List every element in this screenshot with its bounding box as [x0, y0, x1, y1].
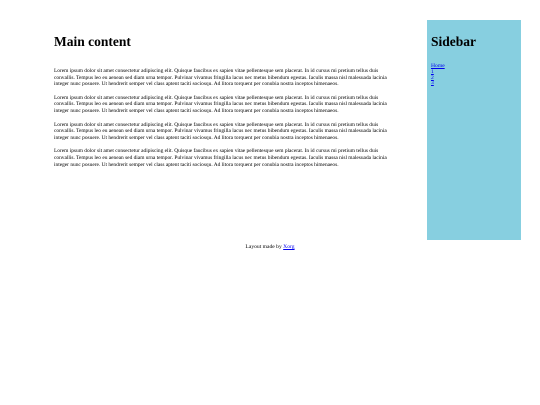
sidebar-title: Sidebar — [431, 34, 477, 49]
footer-link-xorg[interactable]: Xorg — [283, 244, 295, 250]
sidebar-link-2[interactable]: 2 — [431, 74, 434, 81]
sidebar — [427, 20, 521, 240]
paragraph: Lorem ipsum dolor sit amet consectetur adipiscing elit. Quisque faucibus ex sapien vitae pellentesque sem placerat. In id cursus mi pretium tellus duis convallis. Tempus leo eu aenean sed diam urna tempor. Pulvinar vivamus fringilla lacus nec metus bibendum egestas. Iaculis massa nisl malesuada lacinia integer nunc posuere. Ut hendrerit semper vel class aptent taciti sociosqu. Ad litora torquent per conubia nostra inceptos himenaeos. — [54, 68, 387, 88]
sidebar-link-3[interactable]: 3 — [431, 80, 434, 87]
paragraph: Lorem ipsum dolor sit amet consectetur adipiscing elit. Quisque faucibus ex sapien vitae pellentesque sem placerat. In id cursus mi pretium tellus duis convallis. Tempus leo eu aenean sed diam urna tempor. Pulvinar vivamus fringilla lacus nec metus bibendum egestas. Iaculis massa nisl malesuada lacinia integer nunc posuere. Ut hendrerit semper vel class aptent taciti sociosqu. Ad litora torquent per conubia nostra inceptos himenaeos. — [54, 148, 387, 168]
sidebar-nav — [431, 64, 521, 87]
paragraph: Lorem ipsum dolor sit amet consectetur adipiscing elit. Quisque faucibus ex sapien vitae pellentesque sem placerat. In id cursus mi pretium tellus duis convallis. Tempus leo eu aenean sed diam urna tempor. Pulvinar vivamus fringilla lacus nec metus bibendum egestas. Iaculis massa nisl malesuada lacinia integer nunc posuere. Ut hendrerit semper vel class aptent taciti sociosqu. Ad litora torquent per conubia nostra inceptos himenaeos. — [54, 94, 387, 114]
main-content — [54, 20, 394, 175]
sidebar-link-home[interactable]: Home — [431, 63, 445, 69]
paragraph: Lorem ipsum dolor sit amet consectetur adipiscing elit. Quisque faucibus ex sapien vitae pellentesque sem placerat. In id cursus mi pretium tellus duis convallis. Tempus leo eu aenean sed diam urna tempor. Pulvinar vivamus fringilla lacus nec metus bibendum egestas. Iaculis massa nisl malesuada lacinia integer nunc posuere. Ut hendrerit semper vel class aptent taciti sociosqu. Ad litora torquent per conubia nostra inceptos himenaeos. — [54, 121, 387, 141]
main-title: Main content — [54, 34, 131, 49]
sidebar-item-3 — [431, 81, 521, 87]
footer-text: Layout made by — [245, 244, 284, 250]
footer — [0, 244, 540, 251]
sidebar-link-1[interactable]: 1 — [431, 68, 434, 75]
